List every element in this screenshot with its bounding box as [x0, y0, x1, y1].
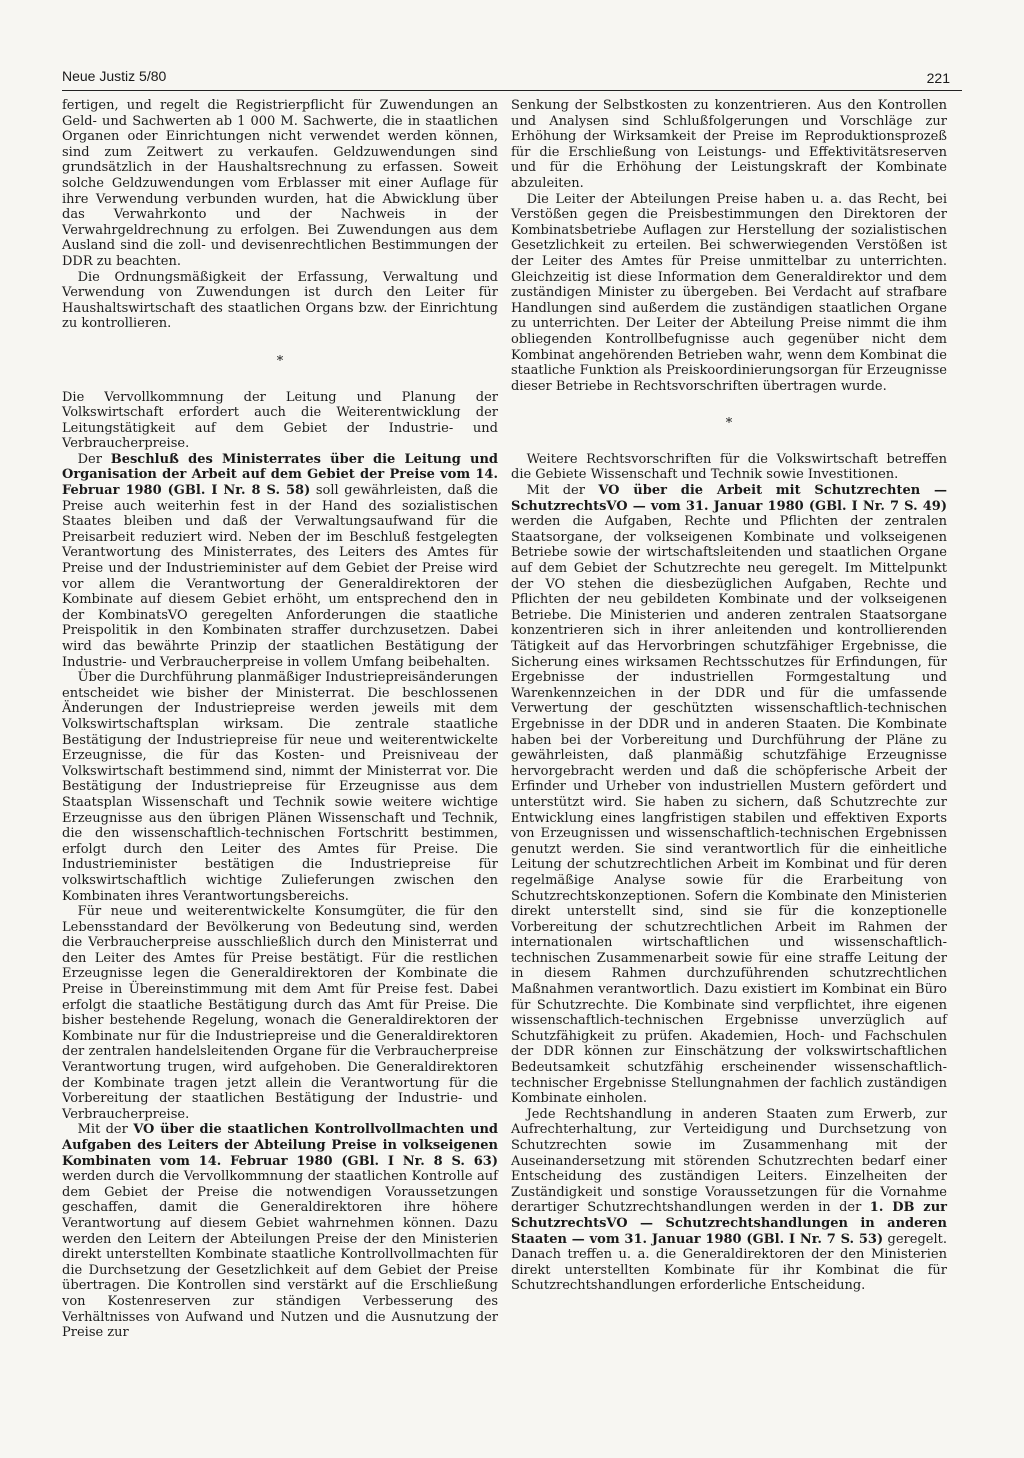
legal-reference: VO über die staatlichen Kontrollvollmachten und Aufgaben des Leiters der Abteilung Preise in volkseigenen Kombinaten vom 14. Februar 1980 (GBl. I Nr. 8 S. 63)	[62, 1122, 499, 1169]
paragraph: fertigen, und regelt die Registrierpflicht für Zuwendungen an Geld- und Sachwerten ab 1 000 M. Sachwerte, die in staatlichen Organen oder Einrichtungen nicht verwendet werden können, sind zum Zeitwert zu verkaufen. Geldzuwendungen sind grundsätzlich in der Haushaltsrechnung zu erfassen. Soweit solche Geldzuwendungen vom Erblasser mit einer Auflage für ihre Verwendung verbunden wurden, hat die Abwicklung über das Verwahrkonto und der Nachweis in der Verwahrgeldrechnung zu erfolgen. Bei Zuwendungen aus dem Ausland sind die zoll- und devisenrechtlichen Bestimmungen der DDR zu beachten.	[62, 98, 498, 269]
legal-reference: Beschluß des Ministerrates über die Leitung und Organisation der Arbeit auf dem Gebiet der Preise vom 14. Februar 1980 (GBl. I Nr. 8 S. 58)	[62, 451, 498, 499]
text-run: werden die Aufgaben, Rechte und Pflichten der zentralen Staatsorgane, der volkseigenen Kombinate und volkseigenen Betriebe sowie der wirtschaftsleitenden und staatlichen Organe auf dem Gebiet der Schutzrechte neu geregelt. Im Mittelpunkt der VO stehen die diesbezüglichen Aufgaben, Rechte und Pflichten der neu gebildeten Kombinate und der volkseigenen Betriebe. Die Ministerien und anderen zentralen Staatsorgane konzentrieren sich in ihrer anleitenden und kontrollierenden Tätigkeit auf das Hervorbringen schutzfähiger Ergebnisse, die Sicherung eines wirksamen Rechtsschutzes für Erfindungen, für Ergebnisse der industriellen Formgestaltung und Warenkennzeichen in der DDR und für die umfassende Verwertung der geschützten wissenschaftlich-technischen Ergebnisse in der DDR und in anderen Staaten. Die Kombinate haben bei der Vorbereitung und Durchführung der Pläne zu gewährleisten, daß planmäßig schutzfähige Erzeugnisse hervorgebracht werden und daß die schöpferische Arbeit der Erfinder und Urheber von industriellen Mustern gefördert und unterstützt wird. Sie haben zu sichern, daß Schutzrechte zur Entwicklung eines langfristigen stabilen und effektiven Exports von Erzeugnissen und wissenschaftlich-technischen Ergebnissen genutzt werden. Sie sind verantwortlich für die einheitliche Leitung der schutzrechtlichen Arbeit im Kombinat und für deren regelmäßige Analyse sowie für die Erarbeitung von Schutzrechtskonzeptionen. Sofern die Kombinate den Ministerien direkt unterstellt sind, sind sie für die konzeptionelle Vorbereitung der schutzrechtlichen Arbeit im Rahmen der internationalen wirtschaftlichen und wissenschaftlich-technischen Zusammenarbeit sowie für eine straffe Leitung der in diesem Rahmen durchzuführenden schutzrechtlichen Maßnahmen verantwortlich. Dazu existiert im Kombinat ein Büro für Schutzrechte. Die Kombinate sind verpflichtet, ihre eigenen wissenschaftlich-technischen Ergebnisse unverzüglich auf Schutzfähigkeit zu prüfen. Akademien, Hoch- und Fachschulen der DDR können zur Einschätzung der volkswirtschaftlichen Bedeutsamkeit schutzfähig erscheinender wissenschaftlich-technischer Ergebnisse Stellungnahmen der fachlich zuständigen Kombinate einholen.	[511, 514, 947, 1107]
section-separator: *	[725, 416, 733, 432]
paragraph: Die Ordnungsmäßigkeit der Erfassung, Verwaltung und Verwendung von Zuwendungen ist durch den Leiter für Haushaltswirtschaft des staatlichen Organs bzw. der Einrichtung zu kontrollieren.	[62, 269, 498, 332]
paragraph: Senkung der Selbstkosten zu konzentrieren. Aus den Kontrollen und Analysen sind Schlußfolgerungen und Vorschläge zur Erhöhung der Wirksamkeit der Preise im Reproduktionsprozeß für die Erschließung von Leistungs- und Effektivitätsreserven und für die Erhöhung der Leistungskraft der Kombinate abzuleiten.	[511, 98, 947, 191]
paragraph: Weitere Rechtsvorschriften für die Volkswirtschaft betreffen die Gebiete Wissenschaft und Technik sowie Investitionen.	[511, 451, 947, 483]
section-separator: *	[276, 353, 284, 369]
text-run: Mit der	[526, 483, 585, 499]
paragraph	[62, 452, 498, 670]
text-run: soll gewährleisten, daß die Preise auch weiterhin fest in der Hand des sozialistischen Staates bleiben und daß der Verwaltungsaufwand für die Preisarbeit reduziert wird. Neben der im Beschluß festgelegten Verantwortung des Ministerrates, des Leiters des Amtes für Preise und der Industrieminister auf dem Gebiet der Preise wird vor allem die Verantwortung der Generaldirektoren der Kombinate auf diesem Gebiet erhöht, um entsprechend den in der KombinatsVO geregelten Anforderungen die staatliche Preispolitik in den Kombinaten straffer durchzusetzen. Dabei wird das bewährte Prinzip der staatlichen Bestätigung der Industrie- und Verbraucherpreise in vollem Umfang beibehalten.	[62, 483, 498, 670]
paragraph: Die Vervollkommnung der Leitung und Planung der Volkswirtschaft erfordert auch die Weiterentwicklung der Leitungstätigkeit auf dem Gebiet der Industrie- und Verbraucherpreise.	[62, 389, 498, 452]
page-number: 221	[926, 70, 950, 86]
paragraph: Über die Durchführung planmäßiger Industriepreisänderungen entscheidet wie bisher der Ministerrat. Die beschlossenen Änderungen der Industriepreise werden jeweils mit dem Volkswirtschaftsplan wirksam. Die zentrale staatliche Bestätigung der Industriepreise für neue und weiterentwickelte Erzeugnisse, die für das Kosten- und Preisniveau der Volkswirtschaft bestimmend sind, nimmt der Ministerrat vor. Die Bestätigung der Industriepreise für Erzeugnisse aus dem Staatsplan Wissenschaft und Technik sowie weitere wichtige Erzeugnisse aus den übrigen Plänen Wissenschaft und Technik, die den wissenschaftlich-technischen Fortschritt bestimmen, erfolgt durch den Leiter des Amtes für Preise. Die Industrieminister bestätigen die Industriepreise für volkswirtschaftlich wichtige Zulieferungen zwischen den Kombinaten ihres Verantwortungsbereichs.	[62, 670, 498, 904]
paragraph: Die Leiter der Abteilungen Preise haben u. a. das Recht, bei Verstößen gegen die Preisbestimmungen den Direktoren der Kombinatsbetriebe Auflagen zur Herstellung der sozialistischen Gesetzlichkeit zu erteilen. Bei schwerwiegenden Verstößen ist der Leiter des Amtes für Preise unmittelbar zu unterrichten. Gleichzeitig ist diese Information dem Generaldirektor und dem zuständigen Minister zu übergeben. Bei Verdacht auf strafbare Handlungen sind außerdem die zuständigen staatlichen Organe zu unterrichten. Der Leiter der Abteilung Preise nimmt die ihm obliegenden Kontrollbefugnisse auch gegenüber nicht dem Kombinat angehörenden Betrieben wahr, wenn dem Kombinat die staatliche Funktion als Preiskoordinierungsorgan für Erzeugnisse dieser Betriebe in Rechtsvorschriften übertragen wurde.	[511, 191, 947, 394]
right-column	[511, 98, 947, 1294]
legal-reference: VO über die Arbeit mit Schutzrechten — SchutzrechtsVO — vom 31. Januar 1980 (GBl. I Nr. 7 S. 49)	[511, 483, 947, 514]
journal-title: Neue Justiz 5/80	[62, 68, 167, 84]
legal-reference: 1. DB zur SchutzrechtsVO — Schutzrechtshandlungen in anderen Staaten — vom 31. Januar 1980 (GBl. I Nr. 7 S. 53)	[511, 1200, 947, 1247]
text-run: Der	[77, 451, 102, 467]
paragraph: Für neue und weiterentwickelte Konsumgüter, die für den Lebensstandard der Bevölkerung von Bedeutung sind, werden die Verbraucherpreise ausschließlich durch den Ministerrat und den Leiter des Amtes für Preise bestätigt. Für die restlichen Erzeugnisse legen die Generaldirektoren der Kombinate die Preise in Übereinstimmung mit dem Amt für Preise fest. Dabei erfolgt die staatliche Bestätigung durch das Amt für Preise. Die bisher bestehende Regelung, wonach die Generaldirektoren der Kombinate nur für die Industriepreise und die Generaldirektoren der zentralen handelsleitenden Organe für die Verbraucherpreise Verantwortung trugen, wird aufgehoben. Die Generaldirektoren der Kombinate tragen jetzt allein die Verantwortung für die Vorbereitung der staatlichen Bestätigung der Industrie- und Verbraucherpreise.	[62, 904, 498, 1122]
text-run: geregelt. Danach treffen u. a. die Generaldirektoren der den Ministerien direkt unterstellten Kombinate für ihr Kombinat die für Schutzrechtshandlungen erforderliche Entscheidung.	[511, 1231, 947, 1294]
left-column	[62, 98, 498, 1341]
text-run: Jede Rechtshandlung in anderen Staaten zum Erwerb, zur Aufrechterhaltung, zur Verteidigung und Durchsetzung von Schutzrechten sowie im Zusammenhang mit der Auseinandersetzung mit störenden Schutzrechten bedarf einer Entscheidung des zuständigen Leiters. Einzelheiten der Zuständigkeit und sonstige Voraussetzungen für die Vornahme derartiger Schutzrechtshandlungen werden in der	[511, 1106, 947, 1216]
paragraph	[62, 1122, 498, 1340]
paragraph	[511, 483, 947, 1107]
text-run: werden durch die Vervollkommnung der staatlichen Kontrolle auf dem Gebiet der Preise die notwendigen Voraussetzungen geschaffen, damit die Generaldirektoren ihre höhere Verantwortung auf diesem Gebiet wahrnehmen können. Dazu werden den Leitern der Abteilungen Preise der den Ministerien direkt unterstellten Kombinate staatliche Kontrollvollmachten für die Durchsetzung der Gesetzlichkeit auf dem Gebiet der Preise übertragen. Die Kontrollen sind verstärkt auf die Erschließung von Kostenreserven zur ständigen Verbesserung des Verhältnisses von Aufwand und Nutzen und die Ausnutzung der Preise zur	[62, 1169, 498, 1341]
page-header	[62, 66, 962, 91]
text-run: Mit der	[77, 1122, 128, 1138]
paragraph	[511, 1107, 947, 1294]
